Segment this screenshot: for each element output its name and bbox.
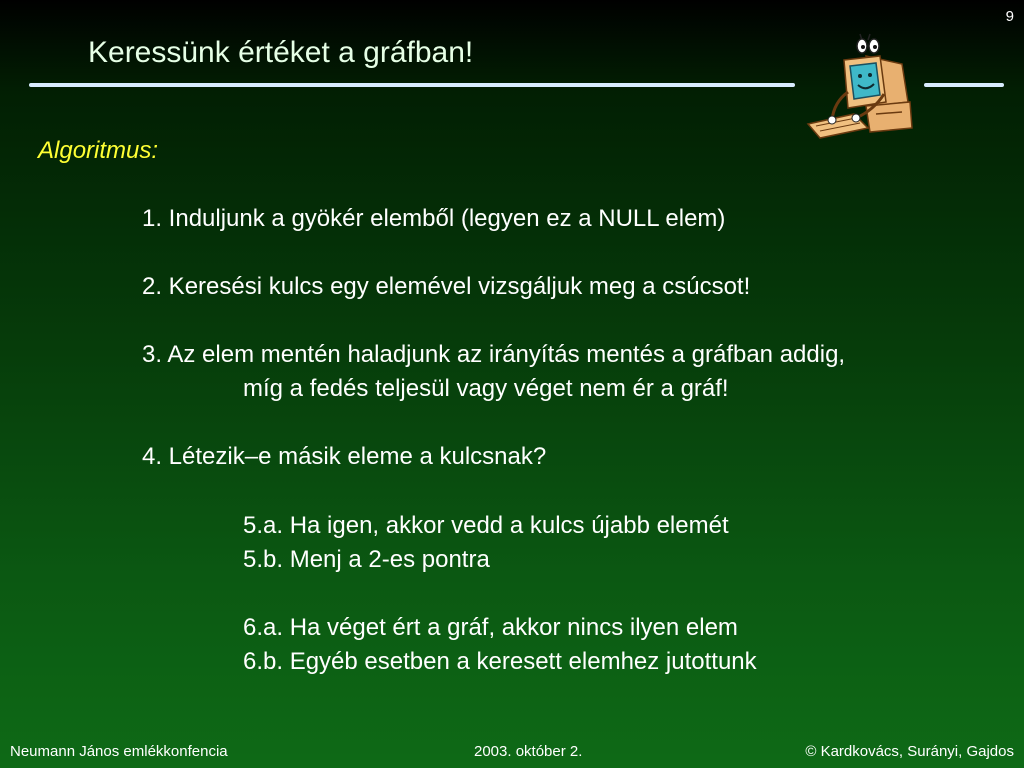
step-3: 3. Az elem mentén haladjunk az irányítás mentés a gráfban addig, <box>142 341 846 368</box>
step-5a: 5.a. Ha igen, akkor vedd a kulcs újabb elemét <box>243 512 729 539</box>
computer-mascot-icon <box>804 32 916 140</box>
step-2: 2. Keresési kulcs egy elemével vizsgáljuk meg a csúcsot! <box>142 273 751 300</box>
footer-authors: © Kardkovács, Surányi, Gajdos <box>805 743 1014 760</box>
footer-event: Neumann János emlékkonfencia <box>10 743 228 760</box>
algorithm-heading: Algoritmus: <box>38 137 159 164</box>
footer-date: 2003. október 2. <box>474 743 583 760</box>
step-3-continued: míg a fedés teljesül vagy véget nem ér a gráf! <box>243 375 729 402</box>
title-underline-right <box>924 83 1004 87</box>
step-6b: 6.b. Egyéb esetben a keresett elemhez jutottunk <box>243 648 757 675</box>
slide-number: 9 <box>1005 8 1014 25</box>
step-1: 1. Induljunk a gyökér elemből (legyen ez a NULL elem) <box>142 205 726 232</box>
title-underline-left <box>29 83 795 87</box>
step-4: 4. Létezik–e másik eleme a kulcsnak? <box>142 443 547 470</box>
step-6a: 6.a. Ha véget ért a gráf, akkor nincs ilyen elem <box>243 614 738 641</box>
slide-title: Keressünk értéket a gráfban! <box>88 36 474 69</box>
step-5b: 5.b. Menj a 2-es pontra <box>243 546 490 573</box>
